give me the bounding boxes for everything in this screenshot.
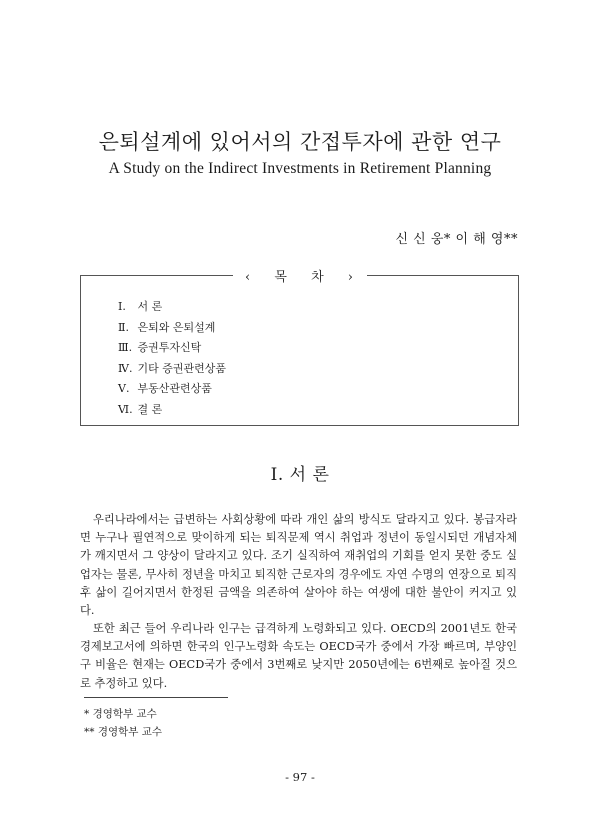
footnote: ** 경영학부 교수 bbox=[84, 726, 163, 738]
toc-label-wrap bbox=[0, 266, 600, 285]
toc-item bbox=[118, 400, 226, 421]
title-english: A Study on the Indirect Investments in Retirement Planning bbox=[108, 160, 492, 177]
footnote: * 경영학부 교수 bbox=[84, 708, 157, 720]
footnote-divider bbox=[84, 697, 228, 698]
toc-item-text: 결 론 bbox=[137, 402, 163, 416]
toc-item-text: 부동산관련상품 bbox=[137, 382, 212, 395]
toc-item bbox=[118, 318, 226, 339]
toc-item-text: 증권투자신탁 bbox=[137, 341, 202, 354]
toc-item-text: 기타 증권관련상품 bbox=[137, 361, 227, 375]
toc-label: ‹ 목 차 › bbox=[233, 270, 367, 285]
toc-item-text: 서 론 bbox=[137, 300, 163, 313]
toc-item-num: Ⅰ. bbox=[118, 300, 126, 313]
authors: 신 신 웅* 이 해 영** bbox=[395, 232, 518, 247]
toc-item bbox=[118, 338, 226, 359]
toc-item-num: Ⅲ. bbox=[118, 341, 133, 354]
toc-item-num: Ⅴ. bbox=[118, 382, 130, 395]
body-paragraph: 또한 최근 들어 우리나라 인구는 급격하게 노령화되고 있다. OECD의 2001년도 한국경제보고서에 의하면 한국의 인구노령화 속도는 OECD국가 중에서 가장 빠르며, 부양인구 비율은 현재는 OECD국가 중에서 3번째로 낮지만 2050년에는 6번째로 높아질 것으로 추정하고 있다. bbox=[80, 622, 517, 690]
toc-item-num: Ⅵ. bbox=[118, 402, 133, 416]
title-korean: 은퇴설계에 있어서의 간접투자에 관한 연구 bbox=[98, 130, 502, 154]
section-heading: Ⅰ. 서 론 bbox=[270, 465, 330, 485]
toc-item-num: Ⅳ. bbox=[118, 361, 133, 375]
toc-list bbox=[118, 297, 226, 420]
toc-item bbox=[118, 297, 226, 318]
page-number: - 97 - bbox=[285, 770, 315, 784]
toc-item-text: 은퇴와 은퇴설계 bbox=[137, 320, 216, 334]
body-paragraph: 우리나라에서는 급변하는 사회상황에 따라 개인 삶의 방식도 달라지고 있다. 봉급자라면 누구나 필연적으로 맞이하게 되는 퇴직문제 역시 취업과 정년이 동일시되던 개념자체가 깨지면서 그 양상이 달라지고 있다. 조기 실직하여 재취업의 기회를 얻지 못한 중도 실업자는 물론, 무사히 정년을 마치고 퇴직한 근로자의 경우에도 자연 수명의 연장으로 퇴직 후 삶이 길어지면서 한정된 금액을 의존하여 살아야 하는 여생에 대한 불안이 커지고 있다. bbox=[80, 513, 517, 618]
toc-item bbox=[118, 359, 226, 380]
toc-item bbox=[118, 379, 226, 400]
toc-item-num: Ⅱ. bbox=[118, 320, 129, 334]
